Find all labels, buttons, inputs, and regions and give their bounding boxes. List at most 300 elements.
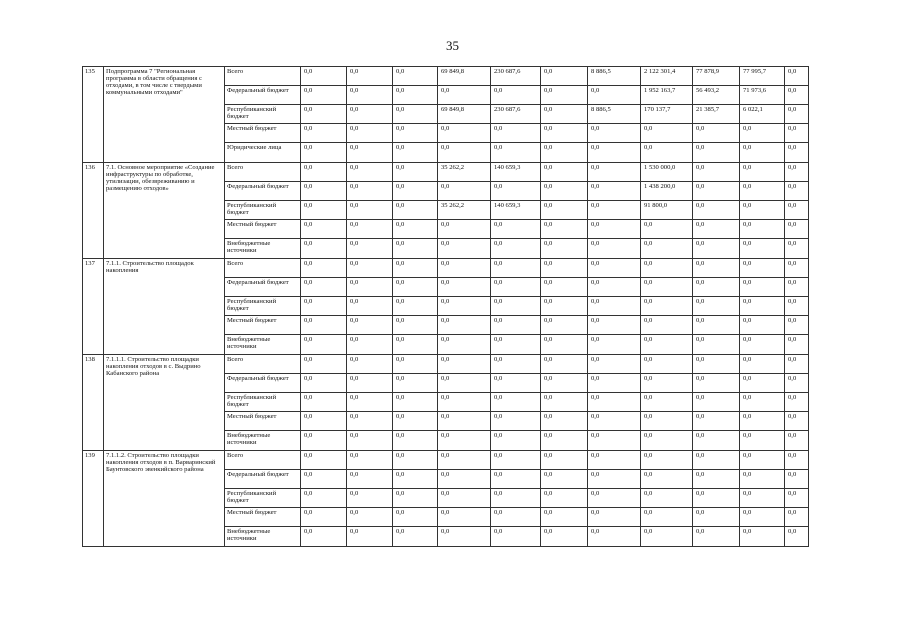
value-cell: 0,0 (693, 239, 740, 259)
value-cell: 0,0 (301, 431, 347, 451)
value-cell: 0,0 (491, 412, 541, 431)
value-cell: 0,0 (693, 201, 740, 220)
value-cell: 0,0 (693, 335, 740, 355)
funding-source-label: Республиканский бюджет (225, 105, 301, 124)
funding-source-label: Внебюджетные источники (225, 239, 301, 259)
value-cell: 0,0 (740, 374, 785, 393)
value-cell: 0,0 (785, 431, 809, 451)
value-cell: 0,0 (740, 259, 785, 278)
value-cell: 0,0 (785, 163, 809, 182)
value-cell: 0,0 (438, 316, 491, 335)
value-cell: 0,0 (740, 489, 785, 508)
value-cell: 0,0 (641, 316, 693, 335)
value-cell: 0,0 (438, 527, 491, 547)
funding-source-label: Республиканский бюджет (225, 393, 301, 412)
value-cell: 0,0 (301, 278, 347, 297)
value-cell: 0,0 (541, 355, 588, 374)
value-cell: 0,0 (491, 259, 541, 278)
value-cell: 0,0 (347, 451, 393, 470)
value-cell: 0,0 (740, 527, 785, 547)
value-cell: 0,0 (438, 86, 491, 105)
value-cell: 0,0 (393, 182, 438, 201)
value-cell: 0,0 (641, 124, 693, 143)
funding-source-label: Внебюджетные источники (225, 335, 301, 355)
value-cell: 0,0 (347, 355, 393, 374)
value-cell: 140 659,3 (491, 163, 541, 182)
value-cell: 0,0 (347, 527, 393, 547)
value-cell: 0,0 (393, 374, 438, 393)
value-cell: 0,0 (301, 182, 347, 201)
value-cell: 0,0 (491, 297, 541, 316)
value-cell: 0,0 (693, 182, 740, 201)
funding-source-label: Всего (225, 259, 301, 278)
value-cell: 0,0 (641, 297, 693, 316)
value-cell: 0,0 (438, 412, 491, 431)
value-cell: 0,0 (740, 431, 785, 451)
value-cell: 0,0 (641, 489, 693, 508)
value-cell: 0,0 (491, 124, 541, 143)
value-cell: 0,0 (347, 239, 393, 259)
value-cell: 0,0 (693, 124, 740, 143)
budget-table (82, 66, 809, 547)
value-cell: 0,0 (588, 508, 641, 527)
value-cell: 0,0 (491, 86, 541, 105)
value-cell: 0,0 (393, 527, 438, 547)
value-cell: 0,0 (693, 316, 740, 335)
value-cell: 0,0 (541, 143, 588, 163)
value-cell: 0,0 (347, 489, 393, 508)
funding-source-label: Местный бюджет (225, 124, 301, 143)
value-cell: 0,0 (693, 527, 740, 547)
value-cell: 0,0 (641, 527, 693, 547)
value-cell: 0,0 (438, 335, 491, 355)
funding-source-label: Республиканский бюджет (225, 489, 301, 508)
value-cell: 0,0 (541, 86, 588, 105)
value-cell: 0,0 (541, 451, 588, 470)
value-cell: 8 886,5 (588, 67, 641, 86)
value-cell: 0,0 (491, 489, 541, 508)
value-cell: 0,0 (588, 431, 641, 451)
value-cell: 0,0 (588, 527, 641, 547)
value-cell: 21 385,7 (693, 105, 740, 124)
value-cell: 0,0 (740, 355, 785, 374)
value-cell: 0,0 (393, 470, 438, 489)
value-cell: 0,0 (785, 451, 809, 470)
table-row (83, 451, 809, 470)
value-cell: 0,0 (588, 86, 641, 105)
value-cell: 0,0 (491, 316, 541, 335)
value-cell: 69 849,8 (438, 105, 491, 124)
value-cell: 0,0 (491, 143, 541, 163)
value-cell: 0,0 (393, 393, 438, 412)
value-cell: 0,0 (301, 239, 347, 259)
value-cell: 35 262,2 (438, 163, 491, 182)
value-cell: 0,0 (785, 278, 809, 297)
value-cell: 0,0 (347, 297, 393, 316)
value-cell: 0,0 (347, 412, 393, 431)
value-cell: 0,0 (693, 508, 740, 527)
value-cell: 0,0 (785, 239, 809, 259)
value-cell: 0,0 (588, 143, 641, 163)
value-cell: 230 687,6 (491, 105, 541, 124)
funding-source-label: Юридические лица (225, 143, 301, 163)
value-cell: 0,0 (393, 278, 438, 297)
value-cell: 0,0 (740, 508, 785, 527)
value-cell: 0,0 (541, 220, 588, 239)
value-cell: 0,0 (588, 297, 641, 316)
funding-source-label: Местный бюджет (225, 508, 301, 527)
value-cell: 0,0 (588, 201, 641, 220)
value-cell: 170 137,7 (641, 105, 693, 124)
funding-source-label: Республиканский бюджет (225, 297, 301, 316)
value-cell: 0,0 (588, 489, 641, 508)
funding-source-label: Внебюджетные источники (225, 431, 301, 451)
value-cell: 0,0 (491, 508, 541, 527)
value-cell: 0,0 (641, 374, 693, 393)
funding-source-label: Внебюджетные источники (225, 527, 301, 547)
value-cell: 0,0 (347, 182, 393, 201)
value-cell: 0,0 (740, 143, 785, 163)
value-cell: 0,0 (541, 163, 588, 182)
value-cell: 0,0 (491, 355, 541, 374)
table-row (83, 355, 809, 374)
value-cell: 0,0 (541, 508, 588, 527)
value-cell: 0,0 (347, 508, 393, 527)
value-cell: 0,0 (301, 412, 347, 431)
value-cell: 71 973,6 (740, 86, 785, 105)
funding-source-label: Всего (225, 163, 301, 182)
value-cell: 0,0 (301, 124, 347, 143)
value-cell: 0,0 (347, 278, 393, 297)
value-cell: 0,0 (693, 470, 740, 489)
value-cell: 0,0 (491, 335, 541, 355)
value-cell: 0,0 (785, 412, 809, 431)
value-cell: 2 122 301,4 (641, 67, 693, 86)
value-cell: 1 438 200,0 (641, 182, 693, 201)
value-cell: 0,0 (393, 163, 438, 182)
value-cell: 0,0 (541, 67, 588, 86)
value-cell: 0,0 (347, 393, 393, 412)
value-cell: 0,0 (785, 259, 809, 278)
value-cell: 0,0 (301, 86, 347, 105)
value-cell: 0,0 (641, 143, 693, 163)
value-cell: 0,0 (641, 412, 693, 431)
value-cell: 0,0 (438, 297, 491, 316)
value-cell: 0,0 (438, 182, 491, 201)
value-cell: 0,0 (301, 316, 347, 335)
value-cell: 6 022,1 (740, 105, 785, 124)
value-cell: 0,0 (347, 163, 393, 182)
value-cell: 0,0 (541, 412, 588, 431)
value-cell: 0,0 (588, 316, 641, 335)
value-cell: 0,0 (785, 297, 809, 316)
value-cell: 0,0 (641, 335, 693, 355)
funding-source-label: Всего (225, 355, 301, 374)
value-cell: 0,0 (785, 374, 809, 393)
value-cell: 0,0 (301, 489, 347, 508)
value-cell: 0,0 (393, 451, 438, 470)
value-cell: 0,0 (693, 451, 740, 470)
value-cell: 0,0 (588, 451, 641, 470)
value-cell: 0,0 (301, 201, 347, 220)
value-cell: 0,0 (491, 451, 541, 470)
program-name: 7.1.1. Строительство площадок накопления (104, 259, 225, 355)
value-cell: 0,0 (693, 220, 740, 239)
value-cell: 0,0 (347, 431, 393, 451)
value-cell: 0,0 (541, 278, 588, 297)
value-cell: 0,0 (301, 143, 347, 163)
value-cell: 0,0 (393, 431, 438, 451)
value-cell: 0,0 (693, 143, 740, 163)
value-cell: 0,0 (347, 201, 393, 220)
value-cell: 0,0 (785, 508, 809, 527)
value-cell: 0,0 (393, 239, 438, 259)
value-cell: 0,0 (693, 489, 740, 508)
funding-source-label: Федеральный бюджет (225, 374, 301, 393)
value-cell: 0,0 (393, 67, 438, 86)
value-cell: 0,0 (785, 124, 809, 143)
value-cell: 0,0 (541, 393, 588, 412)
value-cell: 0,0 (785, 201, 809, 220)
value-cell: 0,0 (393, 105, 438, 124)
value-cell: 0,0 (588, 470, 641, 489)
value-cell: 77 878,9 (693, 67, 740, 86)
value-cell: 0,0 (393, 355, 438, 374)
value-cell: 0,0 (785, 316, 809, 335)
value-cell: 0,0 (740, 124, 785, 143)
value-cell: 0,0 (438, 374, 491, 393)
value-cell: 0,0 (785, 393, 809, 412)
value-cell: 0,0 (588, 278, 641, 297)
value-cell: 0,0 (588, 239, 641, 259)
value-cell: 0,0 (588, 335, 641, 355)
value-cell: 0,0 (693, 393, 740, 412)
value-cell: 0,0 (393, 259, 438, 278)
value-cell: 0,0 (347, 374, 393, 393)
value-cell: 0,0 (541, 239, 588, 259)
value-cell: 0,0 (785, 220, 809, 239)
value-cell: 0,0 (588, 163, 641, 182)
value-cell: 0,0 (693, 412, 740, 431)
table-row (83, 259, 809, 278)
value-cell: 0,0 (740, 182, 785, 201)
value-cell: 0,0 (785, 470, 809, 489)
value-cell: 0,0 (740, 335, 785, 355)
value-cell: 0,0 (347, 67, 393, 86)
funding-source-label: Всего (225, 451, 301, 470)
value-cell: 0,0 (740, 316, 785, 335)
value-cell: 0,0 (438, 278, 491, 297)
value-cell: 0,0 (301, 527, 347, 547)
value-cell: 0,0 (301, 470, 347, 489)
value-cell: 0,0 (301, 220, 347, 239)
value-cell: 0,0 (393, 508, 438, 527)
value-cell: 0,0 (491, 220, 541, 239)
value-cell: 0,0 (641, 239, 693, 259)
value-cell: 0,0 (785, 489, 809, 508)
value-cell: 0,0 (641, 355, 693, 374)
funding-source-label: Республиканский бюджет (225, 201, 301, 220)
value-cell: 0,0 (541, 470, 588, 489)
value-cell: 0,0 (438, 508, 491, 527)
value-cell: 0,0 (301, 335, 347, 355)
value-cell: 0,0 (588, 220, 641, 239)
value-cell: 0,0 (347, 86, 393, 105)
value-cell: 0,0 (785, 335, 809, 355)
value-cell: 0,0 (740, 393, 785, 412)
value-cell: 0,0 (301, 163, 347, 182)
value-cell: 0,0 (693, 297, 740, 316)
program-name: 7.1.1.1. Строительство площадки накопления отходов в с. Выдрино Кабанского района (104, 355, 225, 451)
value-cell: 0,0 (438, 355, 491, 374)
value-cell: 0,0 (347, 470, 393, 489)
value-cell: 0,0 (347, 335, 393, 355)
value-cell: 0,0 (491, 431, 541, 451)
value-cell: 0,0 (347, 220, 393, 239)
value-cell: 0,0 (541, 124, 588, 143)
value-cell: 0,0 (740, 163, 785, 182)
value-cell: 0,0 (438, 393, 491, 412)
value-cell: 0,0 (347, 143, 393, 163)
value-cell: 0,0 (785, 67, 809, 86)
value-cell: 0,0 (541, 297, 588, 316)
row-number: 135 (83, 67, 104, 163)
value-cell: 0,0 (393, 316, 438, 335)
value-cell: 0,0 (541, 527, 588, 547)
value-cell: 0,0 (641, 278, 693, 297)
value-cell: 0,0 (301, 355, 347, 374)
value-cell: 0,0 (438, 143, 491, 163)
value-cell: 0,0 (301, 259, 347, 278)
value-cell: 1 952 163,7 (641, 86, 693, 105)
value-cell: 0,0 (393, 335, 438, 355)
program-name: Подпрограмма 7 "Региональная программа в области обращения с отходами, в том числе с твердыми коммунальными отходами" (104, 67, 225, 163)
value-cell: 0,0 (785, 182, 809, 201)
value-cell: 0,0 (693, 163, 740, 182)
value-cell: 0,0 (588, 355, 641, 374)
funding-source-label: Федеральный бюджет (225, 182, 301, 201)
value-cell: 69 849,8 (438, 67, 491, 86)
value-cell: 0,0 (393, 143, 438, 163)
value-cell: 0,0 (693, 431, 740, 451)
value-cell: 0,0 (491, 374, 541, 393)
value-cell: 0,0 (641, 259, 693, 278)
value-cell: 0,0 (393, 201, 438, 220)
value-cell: 0,0 (641, 508, 693, 527)
value-cell: 0,0 (347, 316, 393, 335)
value-cell: 0,0 (393, 86, 438, 105)
value-cell: 0,0 (588, 259, 641, 278)
row-number: 138 (83, 355, 104, 451)
value-cell: 8 886,5 (588, 105, 641, 124)
value-cell: 0,0 (641, 393, 693, 412)
value-cell: 0,0 (541, 374, 588, 393)
value-cell: 0,0 (588, 374, 641, 393)
value-cell: 1 530 000,0 (641, 163, 693, 182)
value-cell: 0,0 (785, 105, 809, 124)
value-cell: 0,0 (588, 182, 641, 201)
value-cell: 0,0 (641, 451, 693, 470)
funding-source-label: Местный бюджет (225, 220, 301, 239)
value-cell: 0,0 (740, 278, 785, 297)
value-cell: 0,0 (301, 105, 347, 124)
value-cell: 0,0 (541, 316, 588, 335)
value-cell: 0,0 (491, 239, 541, 259)
value-cell: 0,0 (541, 105, 588, 124)
value-cell: 0,0 (541, 489, 588, 508)
value-cell: 0,0 (740, 201, 785, 220)
value-cell: 0,0 (740, 451, 785, 470)
value-cell: 0,0 (541, 335, 588, 355)
funding-source-label: Местный бюджет (225, 316, 301, 335)
value-cell: 0,0 (641, 220, 693, 239)
value-cell: 0,0 (740, 220, 785, 239)
value-cell: 35 262,2 (438, 201, 491, 220)
value-cell: 0,0 (740, 239, 785, 259)
value-cell: 0,0 (301, 67, 347, 86)
value-cell: 0,0 (588, 124, 641, 143)
row-number: 136 (83, 163, 104, 259)
row-number: 137 (83, 259, 104, 355)
value-cell: 0,0 (347, 105, 393, 124)
value-cell: 0,0 (740, 412, 785, 431)
program-name: 7.1. Основное мероприятие «Создание инфраструктуры по обработке, утилизации, обезвреживанию и размещению отходов» (104, 163, 225, 259)
value-cell: 0,0 (785, 86, 809, 105)
value-cell: 0,0 (693, 374, 740, 393)
value-cell: 0,0 (347, 259, 393, 278)
value-cell: 0,0 (693, 278, 740, 297)
funding-source-label: Федеральный бюджет (225, 278, 301, 297)
value-cell: 0,0 (541, 431, 588, 451)
value-cell: 0,0 (693, 355, 740, 374)
value-cell: 0,0 (693, 259, 740, 278)
value-cell: 0,0 (301, 508, 347, 527)
value-cell: 0,0 (438, 489, 491, 508)
value-cell: 0,0 (491, 527, 541, 547)
funding-source-label: Всего (225, 67, 301, 86)
value-cell: 0,0 (438, 239, 491, 259)
value-cell: 77 995,7 (740, 67, 785, 86)
table-row (83, 67, 809, 86)
value-cell: 0,0 (491, 470, 541, 489)
value-cell: 230 687,6 (491, 67, 541, 86)
value-cell: 0,0 (438, 259, 491, 278)
value-cell: 0,0 (641, 431, 693, 451)
value-cell: 0,0 (438, 470, 491, 489)
value-cell: 0,0 (641, 470, 693, 489)
funding-source-label: Федеральный бюджет (225, 470, 301, 489)
value-cell: 0,0 (301, 393, 347, 412)
value-cell: 0,0 (438, 124, 491, 143)
value-cell: 0,0 (393, 297, 438, 316)
value-cell: 91 800,0 (641, 201, 693, 220)
value-cell: 0,0 (393, 412, 438, 431)
value-cell: 0,0 (740, 297, 785, 316)
value-cell: 0,0 (491, 278, 541, 297)
value-cell: 0,0 (785, 143, 809, 163)
value-cell: 0,0 (588, 393, 641, 412)
value-cell: 0,0 (393, 124, 438, 143)
table-row (83, 163, 809, 182)
value-cell: 0,0 (347, 124, 393, 143)
value-cell: 0,0 (785, 527, 809, 547)
value-cell: 0,0 (393, 489, 438, 508)
value-cell: 0,0 (491, 393, 541, 412)
program-name: 7.1.1.2. Строительство площадки накопления отходов в п. Варваринский Баунтовского эвенкийского района (104, 451, 225, 547)
value-cell: 140 659,3 (491, 201, 541, 220)
page-number: 35 (446, 38, 459, 53)
value-cell: 0,0 (438, 431, 491, 451)
